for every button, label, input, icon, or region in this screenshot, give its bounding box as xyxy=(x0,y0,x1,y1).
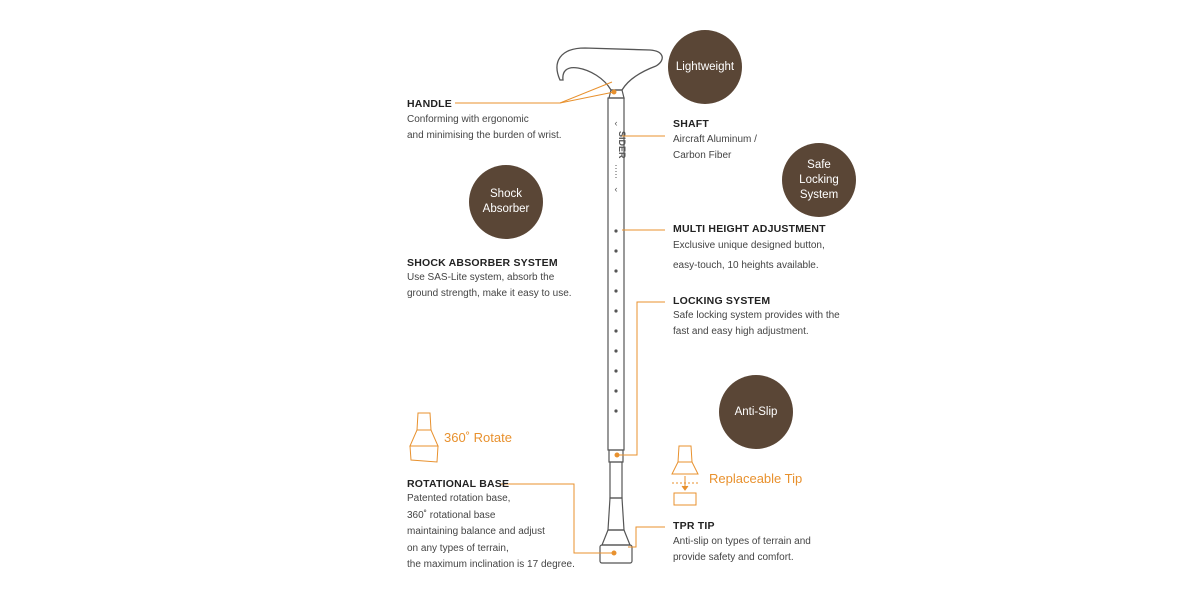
shaft-title: SHAFT xyxy=(673,118,709,130)
rotate-callout: 360˚ Rotate xyxy=(444,430,512,445)
cane-lower-shaft xyxy=(610,462,622,498)
tpr-leader xyxy=(628,527,665,547)
cane-collar xyxy=(609,90,624,98)
handle-desc: Conforming with ergonomic and minimising the burden of wrist. xyxy=(407,114,562,141)
height-dot xyxy=(614,289,617,292)
cane-tip-foot xyxy=(602,530,630,545)
replaceable-tip-callout: Replaceable Tip xyxy=(709,471,803,486)
multi-height-title: MULTI HEIGHT ADJUSTMENT xyxy=(673,223,826,235)
shaft-desc: Aircraft Aluminum / Carbon Fiber xyxy=(673,134,757,161)
locking-desc: Safe locking system provides with the fast and easy high adjustment. xyxy=(673,310,840,337)
height-dot xyxy=(614,309,617,312)
rotational-base-title: ROTATIONAL BASE xyxy=(407,478,510,490)
rotational-base-desc: Patented rotation base, 360˚ rotational base maintaining balance and adjust on any types of terrain, the maximum inclination is 17 degree. xyxy=(407,493,575,570)
height-dot xyxy=(614,409,617,412)
height-dot xyxy=(614,369,617,372)
locking-title: LOCKING SYSTEM xyxy=(673,295,771,307)
handle-leader-dot xyxy=(612,90,616,94)
rotational-leader-dot xyxy=(612,551,616,555)
brand-arrow-top: ‹ xyxy=(614,118,618,128)
height-dot xyxy=(614,249,617,252)
brand-logo: SIDER xyxy=(617,131,627,159)
brand-arrow-bottom: ‹ xyxy=(614,184,618,194)
handle-title: HANDLE xyxy=(407,98,452,110)
tpr-tip-title: TPR TIP xyxy=(673,520,715,532)
height-dot xyxy=(614,389,617,392)
cane-tip-neck xyxy=(608,498,624,530)
height-dot xyxy=(614,349,617,352)
multi-height-desc: Exclusive unique designed button, easy-touch, 10 heights available. xyxy=(673,240,825,271)
tpr-tip-desc: Anti-slip on types of terrain and provide safety and comfort. xyxy=(673,536,811,563)
height-dot xyxy=(614,329,617,332)
locking-leader-dot xyxy=(615,453,619,457)
badge-safe-locking: Safe Locking System xyxy=(782,143,856,217)
badge-shock-absorber: Shock Absorber xyxy=(469,165,543,239)
height-dot xyxy=(614,269,617,272)
handle-leader xyxy=(455,82,612,103)
height-dot xyxy=(614,229,617,232)
badge-anti-slip: Anti-Slip xyxy=(719,375,793,449)
shock-absorber-title: SHOCK ABSORBER SYSTEM xyxy=(407,257,558,269)
rotate-icon xyxy=(410,413,438,462)
handle-leader-branch xyxy=(560,92,614,103)
replaceable-tip-icon xyxy=(672,446,698,505)
cane-handle xyxy=(557,48,662,90)
shock-absorber-desc: Use SAS-Lite system, absorb the ground strength, make it easy to use. xyxy=(407,272,572,299)
badge-lightweight: Lightweight xyxy=(668,30,742,104)
